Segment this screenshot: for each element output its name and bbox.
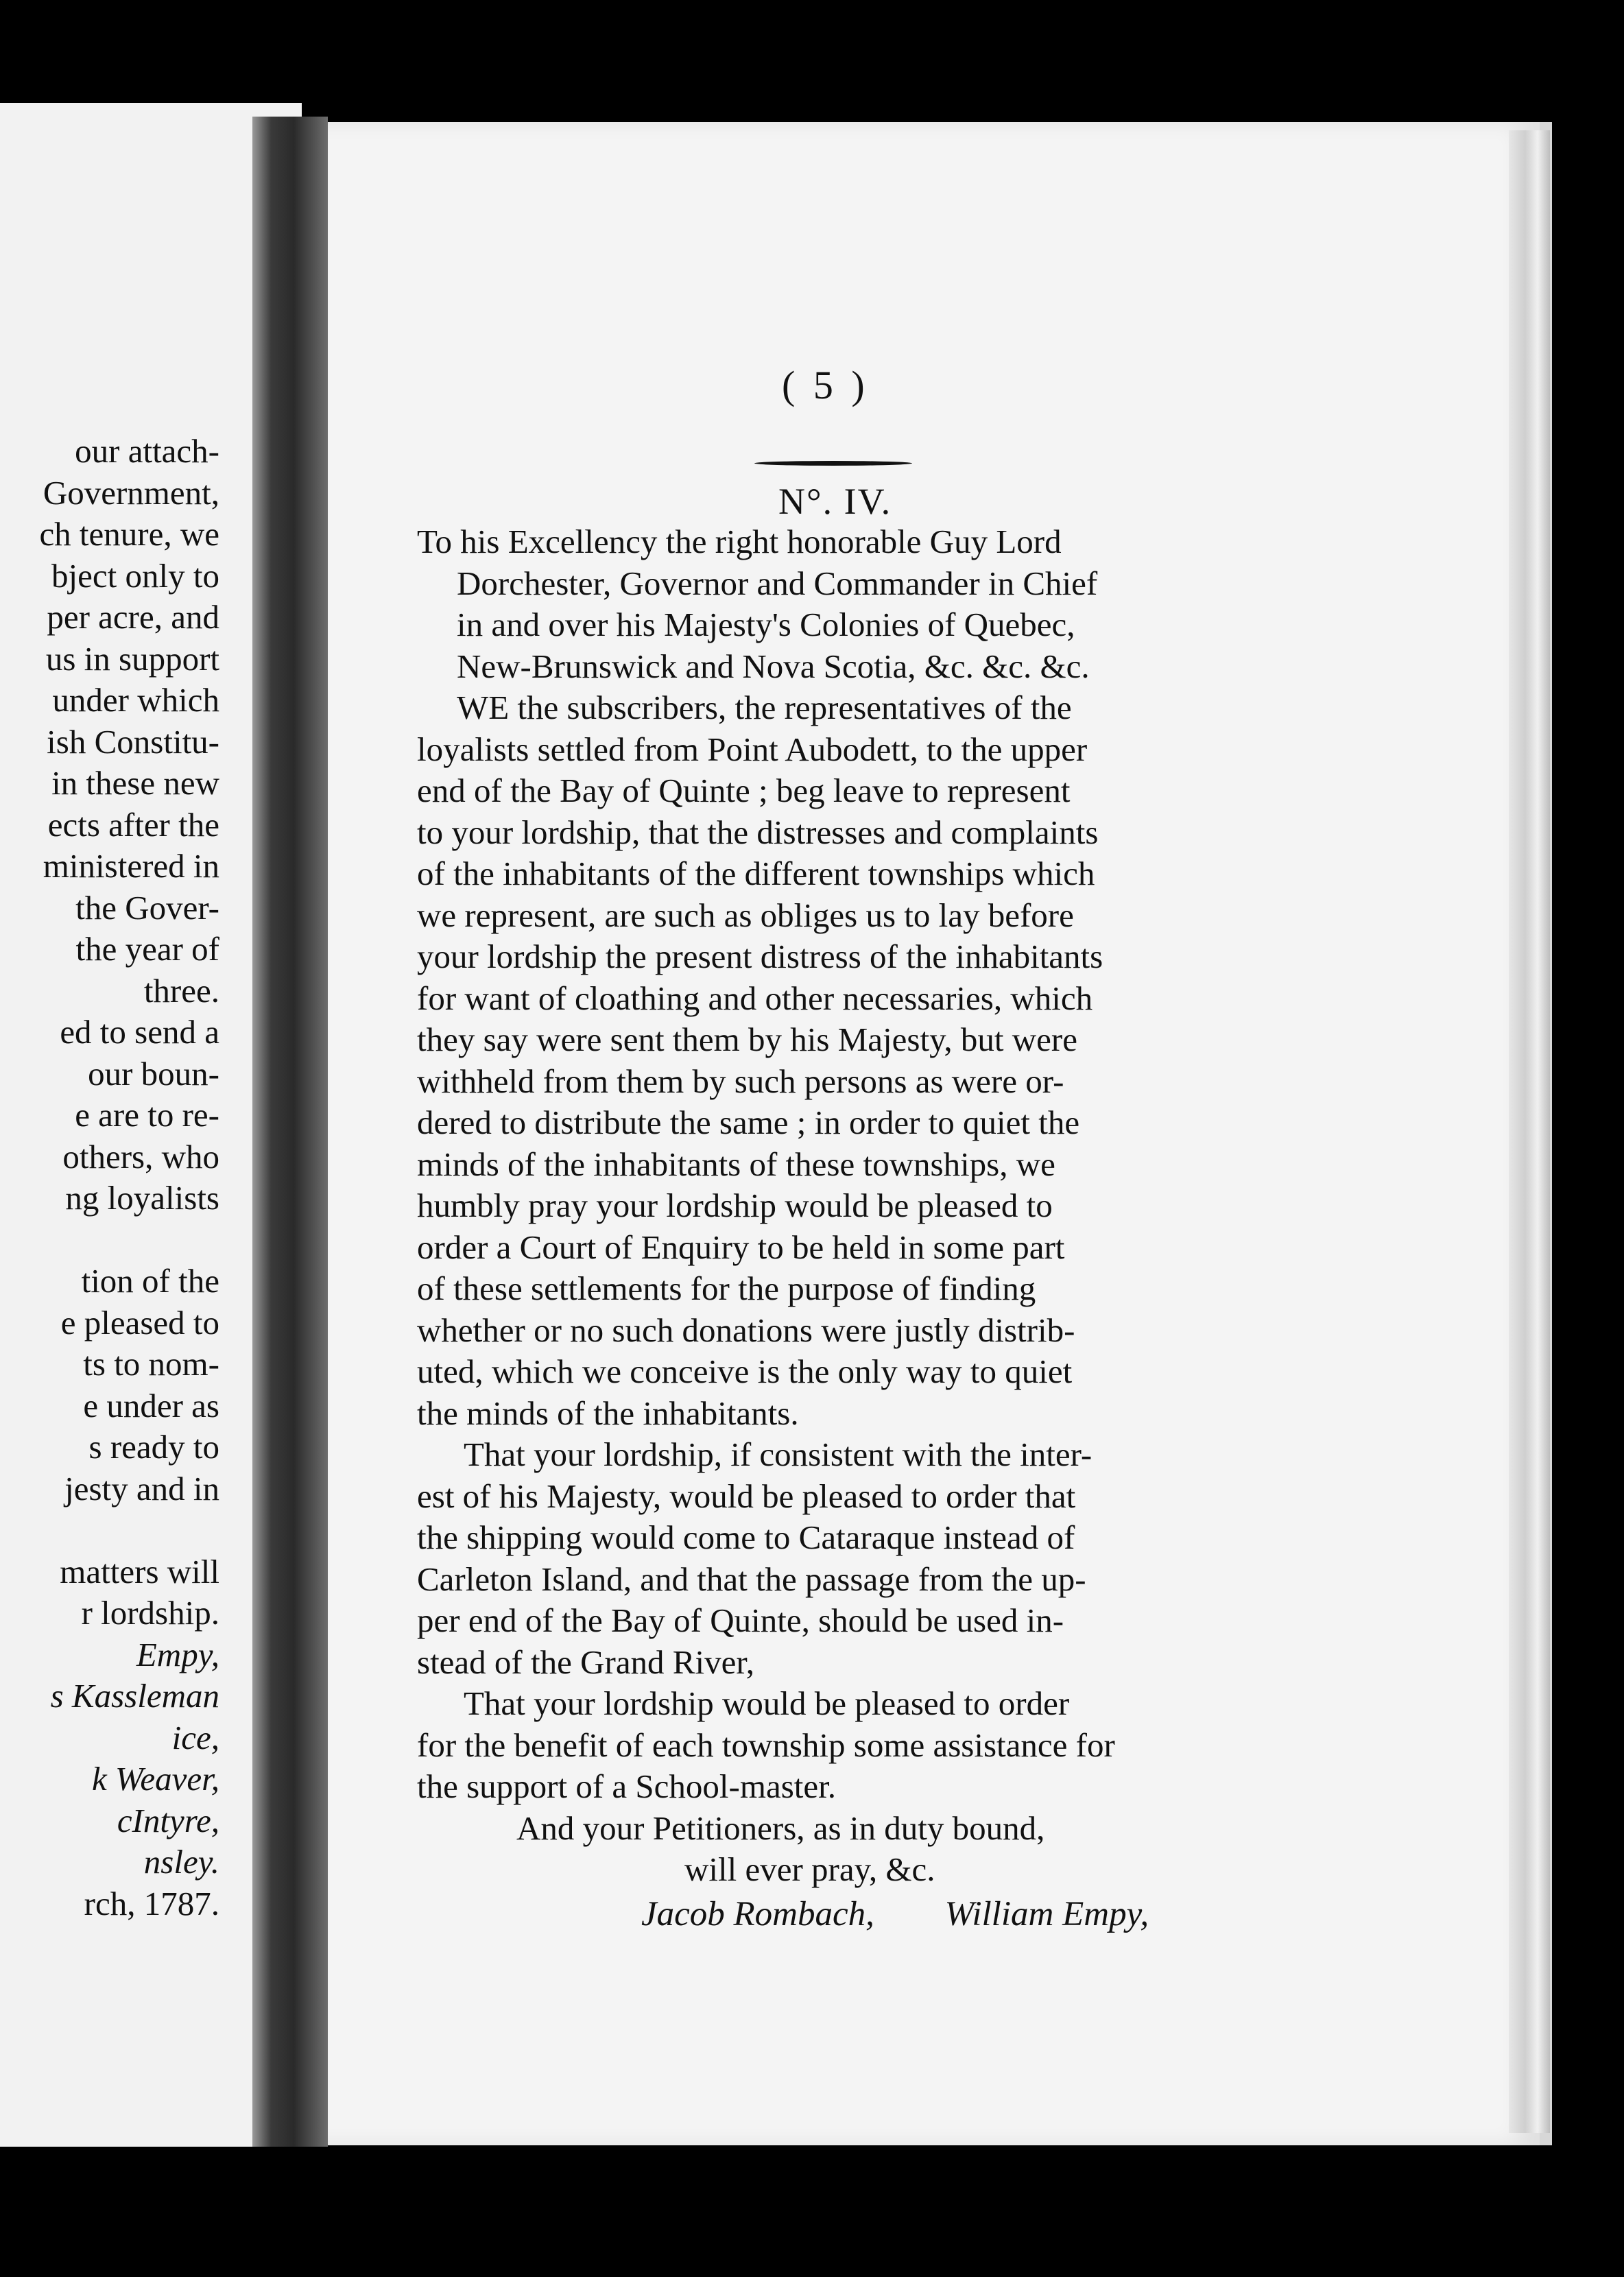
left-page-line: e under as: [83, 1386, 219, 1424]
paragraph-line: your lordship the present distress of the inhabitants: [417, 938, 1103, 975]
signature-william-empy: William Empy,: [944, 1895, 1149, 1933]
left-page-line: s ready to: [88, 1428, 219, 1466]
petition-body: [417, 521, 1274, 1891]
paragraph-line: of the inhabitants of the different townships which: [417, 855, 1095, 892]
left-page-line: under which: [52, 681, 219, 719]
paragraph-line: est of his Majesty, would be pleased to order that: [417, 1477, 1076, 1515]
left-page-line: per acre, and: [47, 598, 219, 636]
paragraph-line: order a Court of Enquiry to be held in some part: [417, 1228, 1065, 1266]
left-page-line: ects after the: [47, 805, 219, 844]
left-page-line: three.: [143, 971, 219, 1010]
heading-rule: [754, 461, 912, 466]
paragraph-line: they say were sent them by his Majesty, but were: [417, 1021, 1077, 1058]
paragraph-line: minds of the inhabitants of these townships, we: [417, 1145, 1055, 1183]
paragraph-line: to your lordship, that the distresses and complaints: [417, 813, 1099, 851]
left-page-line: Empy,: [136, 1635, 219, 1673]
left-page-line: ed to send a: [60, 1013, 219, 1051]
paragraph-line: loyalists settled from Point Aubodett, to the upper: [417, 730, 1088, 768]
book-gutter: [252, 117, 328, 2147]
closing-line: And your Petitioners, as in duty bound,: [516, 1809, 1045, 1847]
left-page-line: Government,: [43, 473, 219, 512]
paragraph-line: the minds of the inhabitants.: [417, 1394, 799, 1432]
paragraph-line: dered to distribute the same ; in order to quiet the: [417, 1104, 1080, 1141]
paragraph-line: for the benefit of each township some assistance for: [417, 1726, 1115, 1764]
paragraph-line: Carleton Island, and that the passage from the up-: [417, 1560, 1086, 1598]
left-page-line: ts to nom-: [83, 1345, 219, 1383]
paragraph-line: WE the subscribers, the representatives of the: [457, 689, 1072, 726]
address-line: in and over his Majesty's Colonies of Quebec,: [457, 606, 1075, 643]
left-page-line: ice,: [171, 1718, 219, 1756]
paragraph-line: That your lordship, if consistent with the inter-: [464, 1435, 1092, 1473]
left-page-line: matters will: [60, 1552, 219, 1590]
paragraph-line: per end of the Bay of Quinte, should be used in-: [417, 1601, 1064, 1639]
left-page-line: bject only to: [51, 556, 219, 595]
left-page-line: tion of the: [81, 1262, 219, 1300]
paragraph-line: the shipping would come to Cataraque instead of: [417, 1518, 1075, 1556]
left-page-line: e are to re-: [75, 1096, 219, 1134]
paragraph-line: we represent, are such as obliges us to lay before: [417, 896, 1074, 934]
address-line: Dorchester, Governor and Commander in Chief: [457, 564, 1098, 602]
paragraph-line: humbly pray your lordship would be pleased to: [417, 1187, 1053, 1224]
left-page-line: jesty and in: [64, 1469, 219, 1507]
paragraph-line: whether or no such donations were justly distrib-: [417, 1311, 1075, 1349]
left-page-line: others, who: [62, 1137, 219, 1176]
signature-jacob-rombach: Jacob Rombach,: [641, 1895, 874, 1933]
paragraph-line: the support of a School-master.: [417, 1767, 837, 1805]
paragraph-line: of these settlements for the purpose of finding: [417, 1269, 1036, 1307]
left-page-line: ish Constitu-: [47, 722, 219, 761]
left-page-line: ng loyalists: [65, 1179, 219, 1217]
left-page-line: cIntyre,: [117, 1801, 219, 1839]
closing-line: will ever pray, &c.: [684, 1850, 935, 1888]
address-line: To his Excellency the right honorable Guy Lord: [417, 523, 1062, 560]
left-page-line: rch, 1787.: [84, 1884, 219, 1922]
left-page-line: s Kassleman: [50, 1677, 219, 1715]
left-page-line: us in support: [45, 639, 219, 678]
signatures: [641, 1894, 1149, 1934]
left-page-line: our boun-: [88, 1054, 219, 1093]
left-page-line: ministered in: [43, 847, 219, 885]
paragraph-line: withheld from them by such persons as were or-: [417, 1062, 1064, 1100]
paragraph-line: for want of cloathing and other necessaries, which: [417, 979, 1093, 1017]
left-page-line: the Gover-: [75, 888, 219, 927]
page-number: ( 5 ): [782, 363, 869, 407]
left-page-line: r lordship.: [81, 1594, 219, 1632]
page-edge: [1509, 130, 1550, 2133]
left-page-line: ch tenure, we: [39, 515, 219, 553]
paragraph-line: uted, which we conceive is the only way to quiet: [417, 1352, 1073, 1390]
paragraph-line: end of the Bay of Quinte ; beg leave to represent: [417, 772, 1071, 809]
left-page-line: k Weaver,: [92, 1760, 219, 1798]
paragraph-line: That your lordship would be pleased to order: [464, 1684, 1070, 1722]
address-line: New-Brunswick and Nova Scotia, &c. &c. &c.: [457, 647, 1090, 685]
left-page-line: nsley.: [143, 1843, 219, 1881]
paragraph-line: stead of the Grand River,: [417, 1643, 754, 1681]
left-page-line: the year of: [75, 930, 219, 968]
left-page-line: e pleased to: [60, 1303, 219, 1342]
document-heading: N°. IV.: [778, 481, 892, 522]
left-page-line: in these new: [51, 764, 219, 802]
left-page-line: our attach-: [75, 432, 219, 470]
